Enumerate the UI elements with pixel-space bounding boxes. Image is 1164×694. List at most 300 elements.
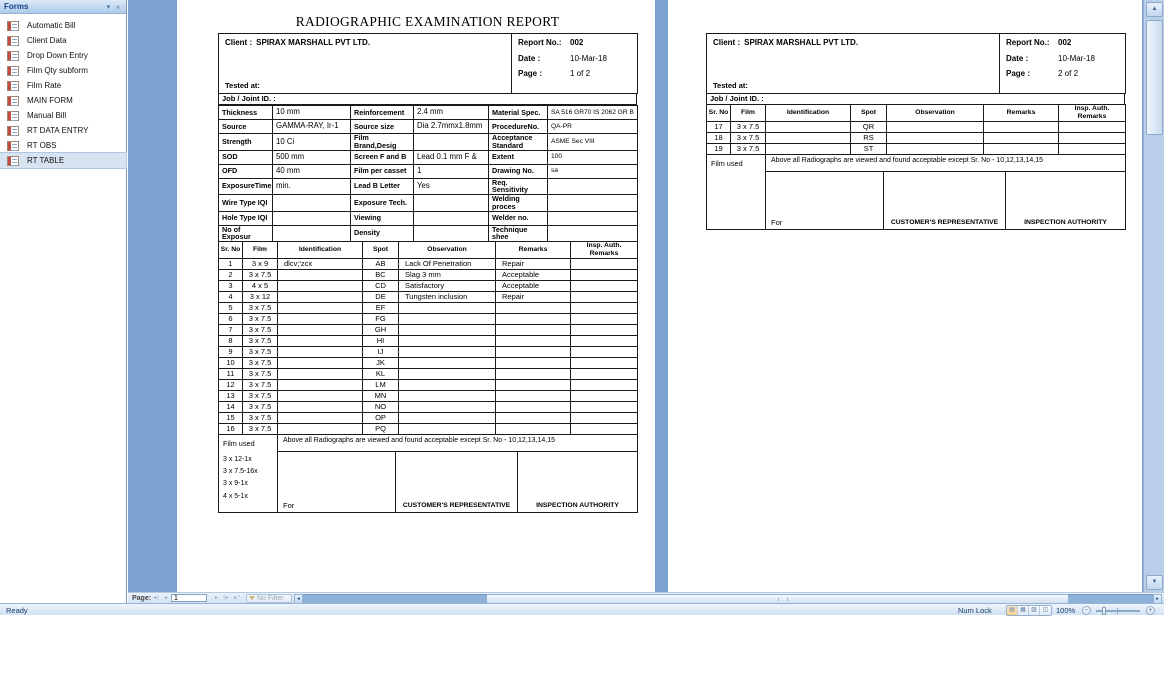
cell-observation: Slag 3 mm <box>399 269 496 280</box>
report-page-1 <box>177 0 655 592</box>
forms-list <box>0 18 126 168</box>
cell-film: 3 x 7.5 <box>731 143 766 154</box>
param-value: 2.4 mm <box>414 106 489 120</box>
cell-observation <box>887 143 984 154</box>
cell-spot: BC <box>363 269 399 280</box>
film-used-item: 3 x 12-1x <box>223 455 252 463</box>
cell-remarks: Acceptable <box>496 280 571 291</box>
cell-spot: CD <box>363 280 399 291</box>
sidebar-item[interactable] <box>0 138 126 153</box>
observation-row <box>219 401 638 412</box>
job-joint-id-row: Job / Joint ID. : <box>218 94 637 105</box>
col-spot: Spot <box>851 105 887 122</box>
cell-sr-no: 14 <box>219 401 243 412</box>
observations-header-row <box>707 105 1126 122</box>
cell-identification <box>766 132 851 143</box>
status-bar <box>0 603 1164 615</box>
scroll-up-icon[interactable]: ▲ <box>1146 2 1163 17</box>
observation-row <box>219 390 638 401</box>
cell-insp-auth <box>571 346 638 357</box>
cell-observation <box>887 121 984 132</box>
observation-row <box>219 346 638 357</box>
cell-remarks <box>496 423 571 434</box>
parameter-row <box>219 106 638 120</box>
zoom-slider-center-tick <box>1117 608 1118 614</box>
col-remarks: Remarks <box>496 242 571 259</box>
vertical-scrollbar[interactable] <box>1143 0 1164 592</box>
cell-remarks <box>496 390 571 401</box>
cell-film: 3 x 7.5 <box>243 346 278 357</box>
horizontal-scrollbar-thumb[interactable] <box>486 594 1069 604</box>
cell-spot: GH <box>363 324 399 335</box>
param-label: Reinforcement <box>351 106 414 120</box>
col-identification: Identification <box>766 105 851 122</box>
nav-pane-header[interactable] <box>0 0 126 14</box>
form-icon <box>7 66 19 76</box>
sidebar-item-label: Drop Down Entry <box>27 51 88 60</box>
sidebar-item-label: Client Data <box>27 36 67 45</box>
zoom-in-button[interactable]: + <box>1146 606 1155 615</box>
sidebar-item-label: Manual Bill <box>27 111 67 120</box>
page-nav-label: Page: <box>132 594 152 602</box>
form-icon <box>7 36 19 46</box>
cell-remarks <box>496 368 571 379</box>
sidebar-item[interactable] <box>0 18 126 33</box>
scroll-left-icon[interactable]: ◄ <box>294 594 303 604</box>
parameter-row <box>219 150 638 164</box>
first-page-button[interactable]: ◄| <box>152 595 159 601</box>
status-ready-text: Ready <box>6 606 28 615</box>
cell-observation <box>887 132 984 143</box>
param-label: Density <box>351 225 414 242</box>
param-value: 100 <box>548 150 638 164</box>
cell-sr-no: 1 <box>219 258 243 269</box>
cell-sr-no: 6 <box>219 313 243 324</box>
observations-table-page1 <box>218 241 638 435</box>
sidebar-item-label: Film Qty subform <box>27 66 88 75</box>
cell-insp-auth <box>571 269 638 280</box>
page-label: Page : <box>518 69 543 78</box>
film-used-label: Film used <box>223 438 255 448</box>
cell-film: 3 x 7.5 <box>243 324 278 335</box>
date-label: Date : <box>1006 53 1029 63</box>
sidebar-item-label: RT DATA ENTRY <box>27 126 89 135</box>
cell-spot: NO <box>363 401 399 412</box>
cell-sr-no: 3 <box>219 280 243 291</box>
observation-row <box>219 280 638 291</box>
cell-spot: EF <box>363 302 399 313</box>
film-used-list <box>223 454 275 503</box>
inspection-authority-label: INSPECTION AUTHORITY <box>1006 171 1126 229</box>
film-used-item: 4 x 5-1x <box>223 492 248 500</box>
cell-identification <box>278 313 363 324</box>
cell-identification <box>278 423 363 434</box>
observation-row <box>219 291 638 302</box>
cell-remarks <box>496 401 571 412</box>
film-used-label: Film used <box>711 158 743 168</box>
cell-remarks <box>984 121 1059 132</box>
param-label: ExposureTime <box>219 178 273 195</box>
param-value <box>414 195 489 212</box>
form-icon <box>7 126 19 136</box>
form-icon <box>7 51 19 61</box>
cell-observation <box>399 357 496 368</box>
param-label: OFD <box>219 164 273 178</box>
sidebar-item[interactable] <box>0 108 126 123</box>
cell-film: 3 x 9 <box>243 258 278 269</box>
cell-observation <box>399 302 496 313</box>
report-header-box-p2 <box>706 33 1126 94</box>
col-film: Film <box>243 242 278 259</box>
param-label: SOD <box>219 150 273 164</box>
cell-spot: FG <box>363 313 399 324</box>
cell-observation <box>399 401 496 412</box>
param-value: SA 516 GR70 IS 2062 GR B <box>548 106 638 120</box>
cell-identification <box>278 412 363 423</box>
zoom-slider-handle[interactable] <box>1102 607 1106 615</box>
navigation-pane <box>0 0 127 603</box>
page-value: 2 of 2 <box>1058 69 1079 78</box>
param-label: Screen F and B <box>351 150 414 164</box>
param-label: Lead B Letter <box>351 178 414 195</box>
cell-spot: IJ <box>363 346 399 357</box>
cell-remarks: Acceptable <box>496 269 571 280</box>
cell-remarks <box>496 379 571 390</box>
param-label: Exposure Tech. <box>351 195 414 212</box>
cell-insp-auth <box>571 302 638 313</box>
cell-sr-no: 7 <box>219 324 243 335</box>
cell-remarks: Repair <box>496 258 571 269</box>
film-used-item: 3 x 9-1x <box>223 480 248 488</box>
cell-spot: KL <box>363 368 399 379</box>
cell-spot: AB <box>363 258 399 269</box>
cell-identification <box>278 269 363 280</box>
cell-insp-auth <box>1059 121 1126 132</box>
form-icon <box>7 156 19 166</box>
sidebar-item-label: RT TABLE <box>27 156 65 165</box>
col-observation: Observation <box>399 242 496 259</box>
cell-film: 3 x 7.5 <box>243 302 278 313</box>
page-label: Page : <box>1006 69 1031 78</box>
param-label: Welder no. <box>489 211 548 225</box>
vertical-scrollbar-thumb[interactable] <box>1146 20 1163 135</box>
client-label: Client : <box>225 38 253 47</box>
param-value: ASME Sec VIII <box>548 134 638 151</box>
filter-icon <box>249 596 255 600</box>
cell-remarks <box>496 324 571 335</box>
cell-sr-no: 11 <box>219 368 243 379</box>
cell-remarks: Repair <box>496 291 571 302</box>
cell-remarks <box>984 143 1059 154</box>
report-no-label: Report No.: <box>518 38 562 47</box>
parameters-table <box>218 105 638 242</box>
param-label: Welding proces <box>489 195 548 212</box>
cell-identification <box>278 401 363 412</box>
observations-table-page2 <box>706 104 1126 155</box>
cell-observation <box>399 412 496 423</box>
report-no-value: 002 <box>1058 38 1072 47</box>
layout-view-icon[interactable]: ▨ <box>1029 606 1040 615</box>
customer-representative-label: CUSTOMER'S REPRESENTATIVE <box>884 171 1006 229</box>
param-value: GAMMA-RAY, Ir-1 <box>273 120 351 134</box>
cell-sr-no: 17 <box>707 121 731 132</box>
cell-remarks <box>496 302 571 313</box>
observation-row <box>219 258 638 269</box>
tested-at-label: Tested at: <box>713 81 748 90</box>
cell-film: 3 x 7.5 <box>731 121 766 132</box>
param-label: Acceptance Standard <box>489 134 548 151</box>
cell-observation: Lack Of Penetration <box>399 258 496 269</box>
view-shortcut-buttons <box>1006 605 1052 616</box>
client-line <box>225 38 505 47</box>
cell-insp-auth <box>571 335 638 346</box>
cell-observation <box>399 390 496 401</box>
cell-observation <box>399 346 496 357</box>
cell-film: 3 x 7.5 <box>243 335 278 346</box>
cell-insp-auth <box>1059 143 1126 154</box>
param-label: Material Spec. <box>489 106 548 120</box>
cell-observation <box>399 313 496 324</box>
cell-observation <box>399 335 496 346</box>
horizontal-scrollbar[interactable] <box>294 594 1162 604</box>
cell-remarks <box>496 335 571 346</box>
report-view-icon[interactable]: ▤ <box>1007 606 1018 615</box>
param-value <box>273 211 351 225</box>
cell-film: 3 x 7.5 <box>243 401 278 412</box>
cell-film: 3 x 7.5 <box>243 412 278 423</box>
param-value <box>548 211 638 225</box>
cell-film: 3 x 7.5 <box>243 390 278 401</box>
inspection-authority-label: INSPECTION AUTHORITY <box>518 451 638 512</box>
nav-pane-collapse-icon[interactable]: « <box>116 3 122 11</box>
param-value <box>548 225 638 242</box>
param-value <box>548 195 638 212</box>
next-page-button[interactable]: ► <box>214 595 219 601</box>
sidebar-item[interactable] <box>0 63 126 78</box>
report-header-box <box>218 33 638 94</box>
col-identification: Identification <box>278 242 363 259</box>
cell-identification <box>278 346 363 357</box>
observation-row <box>219 368 638 379</box>
form-icon <box>7 81 19 91</box>
date-value: 10-Mar-18 <box>570 53 607 63</box>
cell-identification <box>766 121 851 132</box>
param-value <box>273 225 351 242</box>
client-value: SPIRAX MARSHALL PVT LTD. <box>744 38 859 47</box>
cell-identification <box>278 302 363 313</box>
cell-film: 3 x 7.5 <box>243 368 278 379</box>
param-value <box>273 195 351 212</box>
cell-film: 3 x 7.5 <box>243 269 278 280</box>
cell-insp-auth <box>571 324 638 335</box>
param-value: QA-PR <box>548 120 638 134</box>
cell-sr-no: 8 <box>219 335 243 346</box>
parameter-row <box>219 195 638 212</box>
col-sr-no: Sr. No <box>219 242 243 259</box>
cell-insp-auth <box>571 390 638 401</box>
cell-identification <box>278 335 363 346</box>
col-insp-auth-remarks: Insp. Auth. Remarks <box>1059 105 1126 122</box>
cell-identification <box>278 324 363 335</box>
cell-insp-auth <box>571 379 638 390</box>
param-label: Film per casset <box>351 164 414 178</box>
param-value: sa <box>548 164 638 178</box>
nav-pane-dropdown-icon[interactable]: ▾ <box>106 3 113 11</box>
film-used-item: 3 x 7.5-16x <box>223 468 258 475</box>
param-value <box>548 178 638 195</box>
report-no-value: 002 <box>570 38 584 47</box>
for-label: For <box>766 171 884 229</box>
cell-spot: OP <box>363 412 399 423</box>
cell-spot: MN <box>363 390 399 401</box>
design-view-icon[interactable]: ◫ <box>1040 606 1051 615</box>
cell-sr-no: 16 <box>219 423 243 434</box>
cell-sr-no: 13 <box>219 390 243 401</box>
record-navigation-bar <box>128 592 1164 603</box>
cell-insp-auth <box>571 423 638 434</box>
cell-identification <box>278 291 363 302</box>
col-spot: Spot <box>363 242 399 259</box>
param-label: No of Exposur <box>219 225 273 242</box>
previous-page-button[interactable]: ◄ <box>163 595 168 601</box>
param-label: Viewing <box>351 211 414 225</box>
cell-spot: ST <box>851 143 887 154</box>
col-insp-auth-remarks: Insp. Auth. Remarks <box>571 242 638 259</box>
cell-insp-auth <box>571 412 638 423</box>
cell-film: 3 x 7.5 <box>243 357 278 368</box>
cell-film: 3 x 7.5 <box>731 132 766 143</box>
param-value: 10 Ci <box>273 134 351 151</box>
parameter-row <box>219 164 638 178</box>
cell-identification <box>766 143 851 154</box>
cell-identification <box>278 280 363 291</box>
param-label: Wire Type IQI <box>219 195 273 212</box>
parameter-row <box>219 225 638 242</box>
form-icon <box>7 141 19 151</box>
last-page-button[interactable]: |► <box>223 595 230 601</box>
cell-insp-auth <box>571 401 638 412</box>
sidebar-item-label: Film Rate <box>27 81 62 90</box>
signature-block-page2 <box>706 154 1126 230</box>
cell-remarks <box>496 346 571 357</box>
param-label: Film Brand,Desig <box>351 134 414 151</box>
observation-row <box>707 132 1126 143</box>
observation-row <box>219 324 638 335</box>
sidebar-item-label: RT OBS <box>27 141 57 150</box>
param-value: Yes <box>414 178 489 195</box>
cell-observation: Tungsten inclusion <box>399 291 496 302</box>
parameter-row <box>219 178 638 195</box>
page-number-input[interactable] <box>171 594 207 602</box>
cell-film: 3 x 7.5 <box>243 423 278 434</box>
observations-header-row <box>219 242 638 259</box>
client-value: SPIRAX MARSHALL PVT LTD. <box>256 38 371 47</box>
sidebar-item-label: MAIN FORM <box>27 96 73 105</box>
observation-row <box>707 143 1126 154</box>
new-record-button[interactable]: ►* <box>233 595 240 601</box>
sidebar-item-label: Automatic Bill <box>27 21 76 30</box>
acceptance-note: Above all Radiographs are viewed and found acceptable except Sr. No - 10,12,13,14,15 <box>278 434 638 451</box>
cell-remarks <box>496 357 571 368</box>
param-label: Thickness <box>219 106 273 120</box>
param-label: Req. Sensitivity <box>489 178 548 195</box>
param-label: Extent <box>489 150 548 164</box>
cell-film: 3 x 7.5 <box>243 379 278 390</box>
param-value: Dia 2.7mmx1.8mm <box>414 120 489 134</box>
date-label: Date : <box>518 53 541 63</box>
observation-row <box>219 313 638 324</box>
cell-spot: DE <box>363 291 399 302</box>
param-value: 10 mm <box>273 106 351 120</box>
scroll-down-icon[interactable]: ▼ <box>1146 575 1163 590</box>
form-icon <box>7 96 19 106</box>
report-no-label: Report No.: <box>1006 38 1050 47</box>
sidebar-item[interactable] <box>0 153 126 168</box>
form-icon <box>7 111 19 121</box>
observation-row <box>219 269 638 280</box>
observation-row <box>219 357 638 368</box>
sidebar-item[interactable] <box>0 78 126 93</box>
cell-identification: dlcv;'zcx <box>278 258 363 269</box>
param-label: Hole Type IQI <box>219 211 273 225</box>
sidebar-item[interactable] <box>0 93 126 108</box>
parameter-row <box>219 134 638 151</box>
param-value: Lead 0.1 mm F & <box>414 150 489 164</box>
zoom-out-button[interactable]: − <box>1082 606 1091 615</box>
cell-insp-auth <box>571 357 638 368</box>
cell-insp-auth <box>571 291 638 302</box>
cell-identification <box>278 357 363 368</box>
cell-film: 3 x 12 <box>243 291 278 302</box>
customer-representative-label: CUSTOMER'S REPRESENTATIVE <box>396 451 518 512</box>
cell-observation <box>399 368 496 379</box>
print-preview-icon[interactable]: ▦ <box>1018 606 1029 615</box>
param-label: Source size <box>351 120 414 134</box>
cell-spot: HI <box>363 335 399 346</box>
param-value: min. <box>273 178 351 195</box>
col-remarks: Remarks <box>984 105 1059 122</box>
report-title: RADIOGRAPHIC EXAMINATION REPORT <box>295 14 560 29</box>
cell-identification <box>278 390 363 401</box>
cell-sr-no: 5 <box>219 302 243 313</box>
param-value: 1 <box>414 164 489 178</box>
form-icon <box>7 21 19 31</box>
cell-observation <box>399 324 496 335</box>
tested-at-label: Tested at: <box>225 81 260 90</box>
zoom-level-text: 100% <box>1056 606 1076 615</box>
cell-sr-no: 2 <box>219 269 243 280</box>
sidebar-item[interactable] <box>0 123 126 138</box>
sidebar-item[interactable] <box>0 48 126 63</box>
cell-spot: QR <box>851 121 887 132</box>
nav-pane-title: Forms <box>4 2 29 11</box>
acceptance-note: Above all Radiographs are viewed and found acceptable except Sr. No - 10,12,13,14,15 <box>766 154 1126 171</box>
sidebar-item[interactable] <box>0 33 126 48</box>
client-label: Client : <box>713 38 741 47</box>
scroll-right-icon[interactable]: ► <box>1153 594 1162 604</box>
col-film: Film <box>731 105 766 122</box>
cell-insp-auth <box>571 280 638 291</box>
cell-insp-auth <box>571 313 638 324</box>
param-label: Source <box>219 120 273 134</box>
cell-insp-auth <box>1059 132 1126 143</box>
no-filter-button[interactable] <box>246 594 292 603</box>
num-lock-indicator: Num Lock <box>958 606 992 615</box>
parameter-row <box>219 211 638 225</box>
param-value <box>414 211 489 225</box>
report-view-canvas <box>128 0 1143 592</box>
observation-row <box>219 302 638 313</box>
